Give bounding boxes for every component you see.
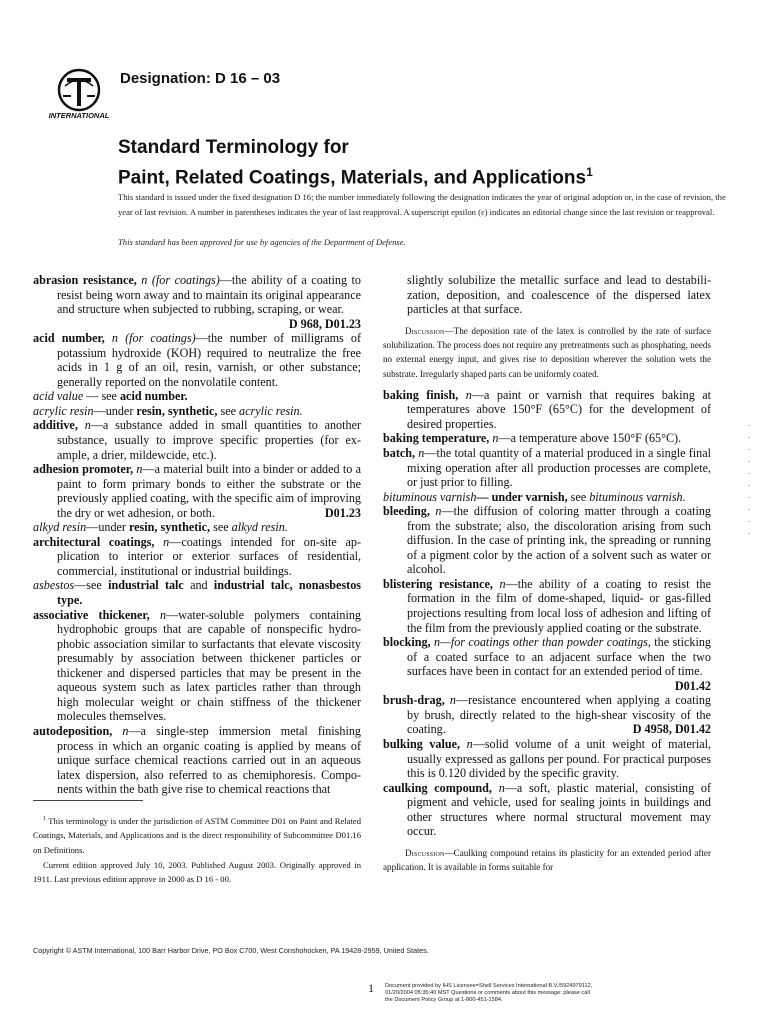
cross-ref-connector: —under xyxy=(86,520,129,535)
cross-ref-target: resin, synthetic, xyxy=(129,520,211,535)
term: blistering resistance, xyxy=(383,576,493,591)
definition: —a soft, plastic material, consisting of pigment and vehicle, used for sealing joints in buildings and other structures where normal structural movement may occur. xyxy=(407,780,711,839)
document-license-info xyxy=(385,983,592,1003)
discussion-text: —The deposition rate of the latex is controlled by the rate of surface solubilization. The process does not require any pretreatments such as phosphating, needs no external energy input, and gives rise to deposition wherever the solution wets the substrate. Irregularly shaped parts can be uniformly coated. xyxy=(383,325,711,379)
cross-ref-term: acid value xyxy=(33,389,84,404)
intro-paragraph: This standard is issued under the fixed designation D 16; the number immediately following the designation indicates the year of original adoption or, in the case of revision, the year of last revision. A number in parentheses indicates the year of last reapproval. A superscript epsilon (ε) indicates an editorial change since the last revision or reapproval. xyxy=(118,192,726,217)
entry-asbestos xyxy=(33,578,361,607)
term: caulking compound, xyxy=(383,780,492,795)
discussion-text: —Caulking compound retains its plasticity for an extended period after application. It is available in forms suitable for xyxy=(383,847,711,873)
definition: —water-soluble polymers containing hydrophobic groups that are capable of nonspecific hydrophobic association similar to surfactants that elevate viscosity presumably by association between thickener particles or thickener and dispersed particles that may be present in the aqueous system such as latex particles rather than through high molecular weight or chain stiffness of the thickener molecules themselves. xyxy=(57,607,361,724)
designation: Designation: D 16 – 03 xyxy=(120,70,281,87)
cross-ref-connector: — under xyxy=(476,489,526,504)
term: associative thickener, xyxy=(33,607,150,622)
reference: D01.42 xyxy=(674,678,711,693)
entry-batch xyxy=(383,446,711,490)
approval-note: This standard has been approved for use by agencies of the Department of Defense. xyxy=(118,237,406,247)
cross-ref-term: alkyd resin xyxy=(33,520,87,535)
cross-ref-target-2: alkyd resin. xyxy=(231,520,288,535)
part-of-speech: n xyxy=(418,446,425,461)
page-number: 1 xyxy=(368,981,374,995)
entry-baking-finish xyxy=(383,388,711,432)
term: additive, xyxy=(33,418,78,433)
license-line-2: 01/20/2004 05:35:40 MST Questions or comments about this message: please call xyxy=(385,989,590,996)
definition: —resistance encountered when applying a coating by brush, directly related to the high-shear viscosity of the coating. xyxy=(407,693,711,737)
part-of-speech: n xyxy=(466,736,473,751)
cross-ref-connector: —under xyxy=(93,403,137,418)
entry-acrylic-resin xyxy=(33,404,361,419)
cross-ref-target-2: industrial talc, nonasbestos type. xyxy=(57,578,362,608)
cross-ref-target: varnish, xyxy=(525,489,568,504)
part-of-speech: n xyxy=(492,431,499,446)
entry-acid-value xyxy=(33,389,361,404)
cross-ref-target-2: bituminous varnish. xyxy=(589,489,686,504)
definition: —the total quantity of a material produced in a single final mixing operation after all production processes are complete, or just prior to filling. xyxy=(407,446,711,490)
cross-ref-see: see xyxy=(567,489,590,504)
title-line-1: Standard Terminology for xyxy=(118,137,349,158)
term: adhesion promoter, xyxy=(33,462,134,477)
discussion-autodeposition xyxy=(383,324,711,381)
document-title xyxy=(118,136,593,190)
part-of-speech: n (for coatings) xyxy=(111,331,196,346)
term: autodeposition, xyxy=(33,723,113,738)
entry-additive xyxy=(33,418,361,462)
definition: —the ability of a coating to resist the formation in the film of dome-shaped, liquid- or gas-filled projections resulting from local loss of adhesion and lifting of the film from the previously applied coating or the substrate. xyxy=(407,576,711,635)
cross-ref-see: see xyxy=(217,403,240,418)
definition: —a material built into a binder or added to a paint to form primary bonds to either the substrate or the previously applied coating, with the specific aim of improving the dry or wet adhesion, or both. xyxy=(57,462,361,520)
logo-text: INTERNATIONAL xyxy=(48,111,110,120)
margin-dots xyxy=(748,425,750,545)
cross-ref-term: bituminous varnish xyxy=(383,489,477,504)
entry-baking-temperature xyxy=(383,431,711,446)
part-of-speech: n xyxy=(122,723,129,738)
term: brush-drag, xyxy=(383,693,445,708)
part-of-speech: n (for coatings) xyxy=(141,273,220,287)
definition: —the number of milligrams of potassium hydroxide (KOH) required to neutralize the free acids in 1 g of an oil, resin, varnish, or other substance; generally reported on the nonvolatile content. xyxy=(57,331,361,389)
footnote-paragraph-2: Current edition approved July 10, 2003. Published August 2003. Originally approved in 1911. Last previous edition approve in 2000 as D 16 - 00. xyxy=(33,859,361,885)
term: acid number, xyxy=(33,331,105,346)
cross-ref-target: industrial talc xyxy=(108,578,184,593)
term: abrasion resistance, xyxy=(33,273,137,287)
cross-ref-term: acrylic resin xyxy=(33,403,94,418)
definition: —solid volume of a unit weight of material, usually expressed as gallons per pound. For practical purposes this is 0.120 divided by the specific gravity. xyxy=(407,736,711,781)
title-line-2-text: Paint, Related Coatings, Materials, and Applications xyxy=(118,167,587,189)
reference: D01.23 xyxy=(324,505,361,520)
right-column xyxy=(383,273,711,874)
astm-logo-icon xyxy=(47,66,111,120)
definition: the sticking of a coated surface to an adjacent surface when the two surfaces have been in contact for an extended period of time. xyxy=(407,635,711,679)
term: architectural coatings, xyxy=(33,534,155,549)
entry-bituminous-varnish xyxy=(383,490,711,505)
reference: D 4958, D01.42 xyxy=(632,722,711,737)
license-line-1: Document provided by IHS Licensee=Shell Services International B.V./5924979112, xyxy=(385,983,593,989)
term: bulking value, xyxy=(383,736,461,751)
title-line-2 xyxy=(118,160,593,190)
cross-ref-see: see xyxy=(210,520,232,535)
cross-ref-target: resin, synthetic, xyxy=(136,403,218,418)
part-of-speech: n xyxy=(435,504,442,519)
entry-associative-thickener xyxy=(33,608,361,724)
term: bleeding, xyxy=(383,504,430,519)
footnote-paragraph-1 xyxy=(33,812,361,858)
cross-ref-target-2: acrylic resin. xyxy=(239,403,303,418)
term: baking temperature, xyxy=(383,431,490,446)
entry-caulking-compound xyxy=(383,781,711,839)
cross-ref-target: acid number. xyxy=(119,389,188,404)
cross-ref-connector: —see xyxy=(74,578,109,593)
footnote-divider xyxy=(33,800,143,801)
cross-ref-and: and xyxy=(183,578,214,593)
part-of-speech: n xyxy=(499,576,506,591)
definition: —the ability of a coating to resist being worn away and to maintain its original appearance and structure when subjected to rubbing, scraping, or wear. xyxy=(57,273,361,317)
entry-blocking xyxy=(383,635,711,693)
title-footnote-mark: 1 xyxy=(586,165,593,179)
footnote-text-1: This terminology is under the jurisdiction of ASTM Committee D01 on Paint and Related Coatings, Materials, and Applications and is the direct responsibility of Subcommittee D01.16 on Definitions. xyxy=(33,815,361,856)
entry-adhesion-promoter xyxy=(33,462,361,520)
entry-bleeding xyxy=(383,504,711,577)
term: batch, xyxy=(383,446,416,461)
part-of-speech: n xyxy=(498,780,505,795)
part-of-speech: n xyxy=(163,534,170,549)
left-column xyxy=(33,273,361,797)
footnote-mark: 1 xyxy=(43,816,46,822)
part-of-speech: n—for coatings other than powder coatings, xyxy=(433,635,651,650)
part-of-speech: n xyxy=(159,607,167,622)
entry-alkyd-resin xyxy=(33,520,361,535)
part-of-speech: n xyxy=(136,462,143,477)
discussion-caulking xyxy=(383,846,711,875)
definition: —a substance added in small quantities to another substance, usually to improve specific properties (for example, a drier, mildewcide, etc.). xyxy=(57,418,361,462)
part-of-speech: n xyxy=(84,418,91,433)
definition: —the diffusion of coloring matter through a coating from the substrate; also, the discoloration arising from such diffusion. In the case of printing ink, the spreading or running of a pigment color by the action of a solvent such as water or alcohol. xyxy=(407,504,711,577)
cross-ref-connector: — see xyxy=(83,389,120,404)
cross-ref-term: asbestos xyxy=(33,578,75,593)
license-line-3: the Document Policy Group at 1-800-451-1584. xyxy=(385,996,503,1003)
definition: —a paint or varnish that requires baking at temperatures above 150°F (65°C) for the development of desired properties. xyxy=(407,387,712,431)
entry-autodeposition xyxy=(33,724,361,797)
entry-architectural-coatings xyxy=(33,535,361,579)
reference: D 968, D01.23 xyxy=(288,316,361,331)
discussion-label: Discussion xyxy=(405,847,445,858)
term: baking finish, xyxy=(383,387,459,402)
definition: —coatings intended for on-site application to interior or exterior surfaces of residential, commercial, institutional or industrial buildings. xyxy=(57,534,361,578)
definition: —a single-step immersion metal finishing process in which an organic coating is applied by means of unique surface chemical reactions carried out in an aqueous latex dispersion, also referred to as chemiphoresis. Components within the bath give rise to chemical reactions that xyxy=(57,723,361,797)
footnote xyxy=(33,812,361,887)
entry-blistering-resistance xyxy=(383,577,711,635)
entry-acid-number xyxy=(33,331,361,389)
term: blocking, xyxy=(383,635,431,650)
entry-abrasion-resistance xyxy=(33,273,361,331)
entry-bulking-value xyxy=(383,737,711,781)
definition: —a temperature above 150°F (65°C). xyxy=(498,431,682,446)
entry-brush-drag xyxy=(383,693,711,737)
autodeposition-continuation: slightly solubilize the metallic surface and lead to destabilization, deposition, and coalescence of the dispersed latex particles at that surface. xyxy=(407,273,711,317)
discussion-label: Discussion xyxy=(405,325,445,336)
part-of-speech: n xyxy=(465,387,472,402)
part-of-speech: n xyxy=(449,693,456,708)
copyright-notice: Copyright © ASTM International, 100 Barr Harbor Drive, PO Box C700, West Conshohocken, PA 19428-2959, United States. xyxy=(33,946,429,955)
